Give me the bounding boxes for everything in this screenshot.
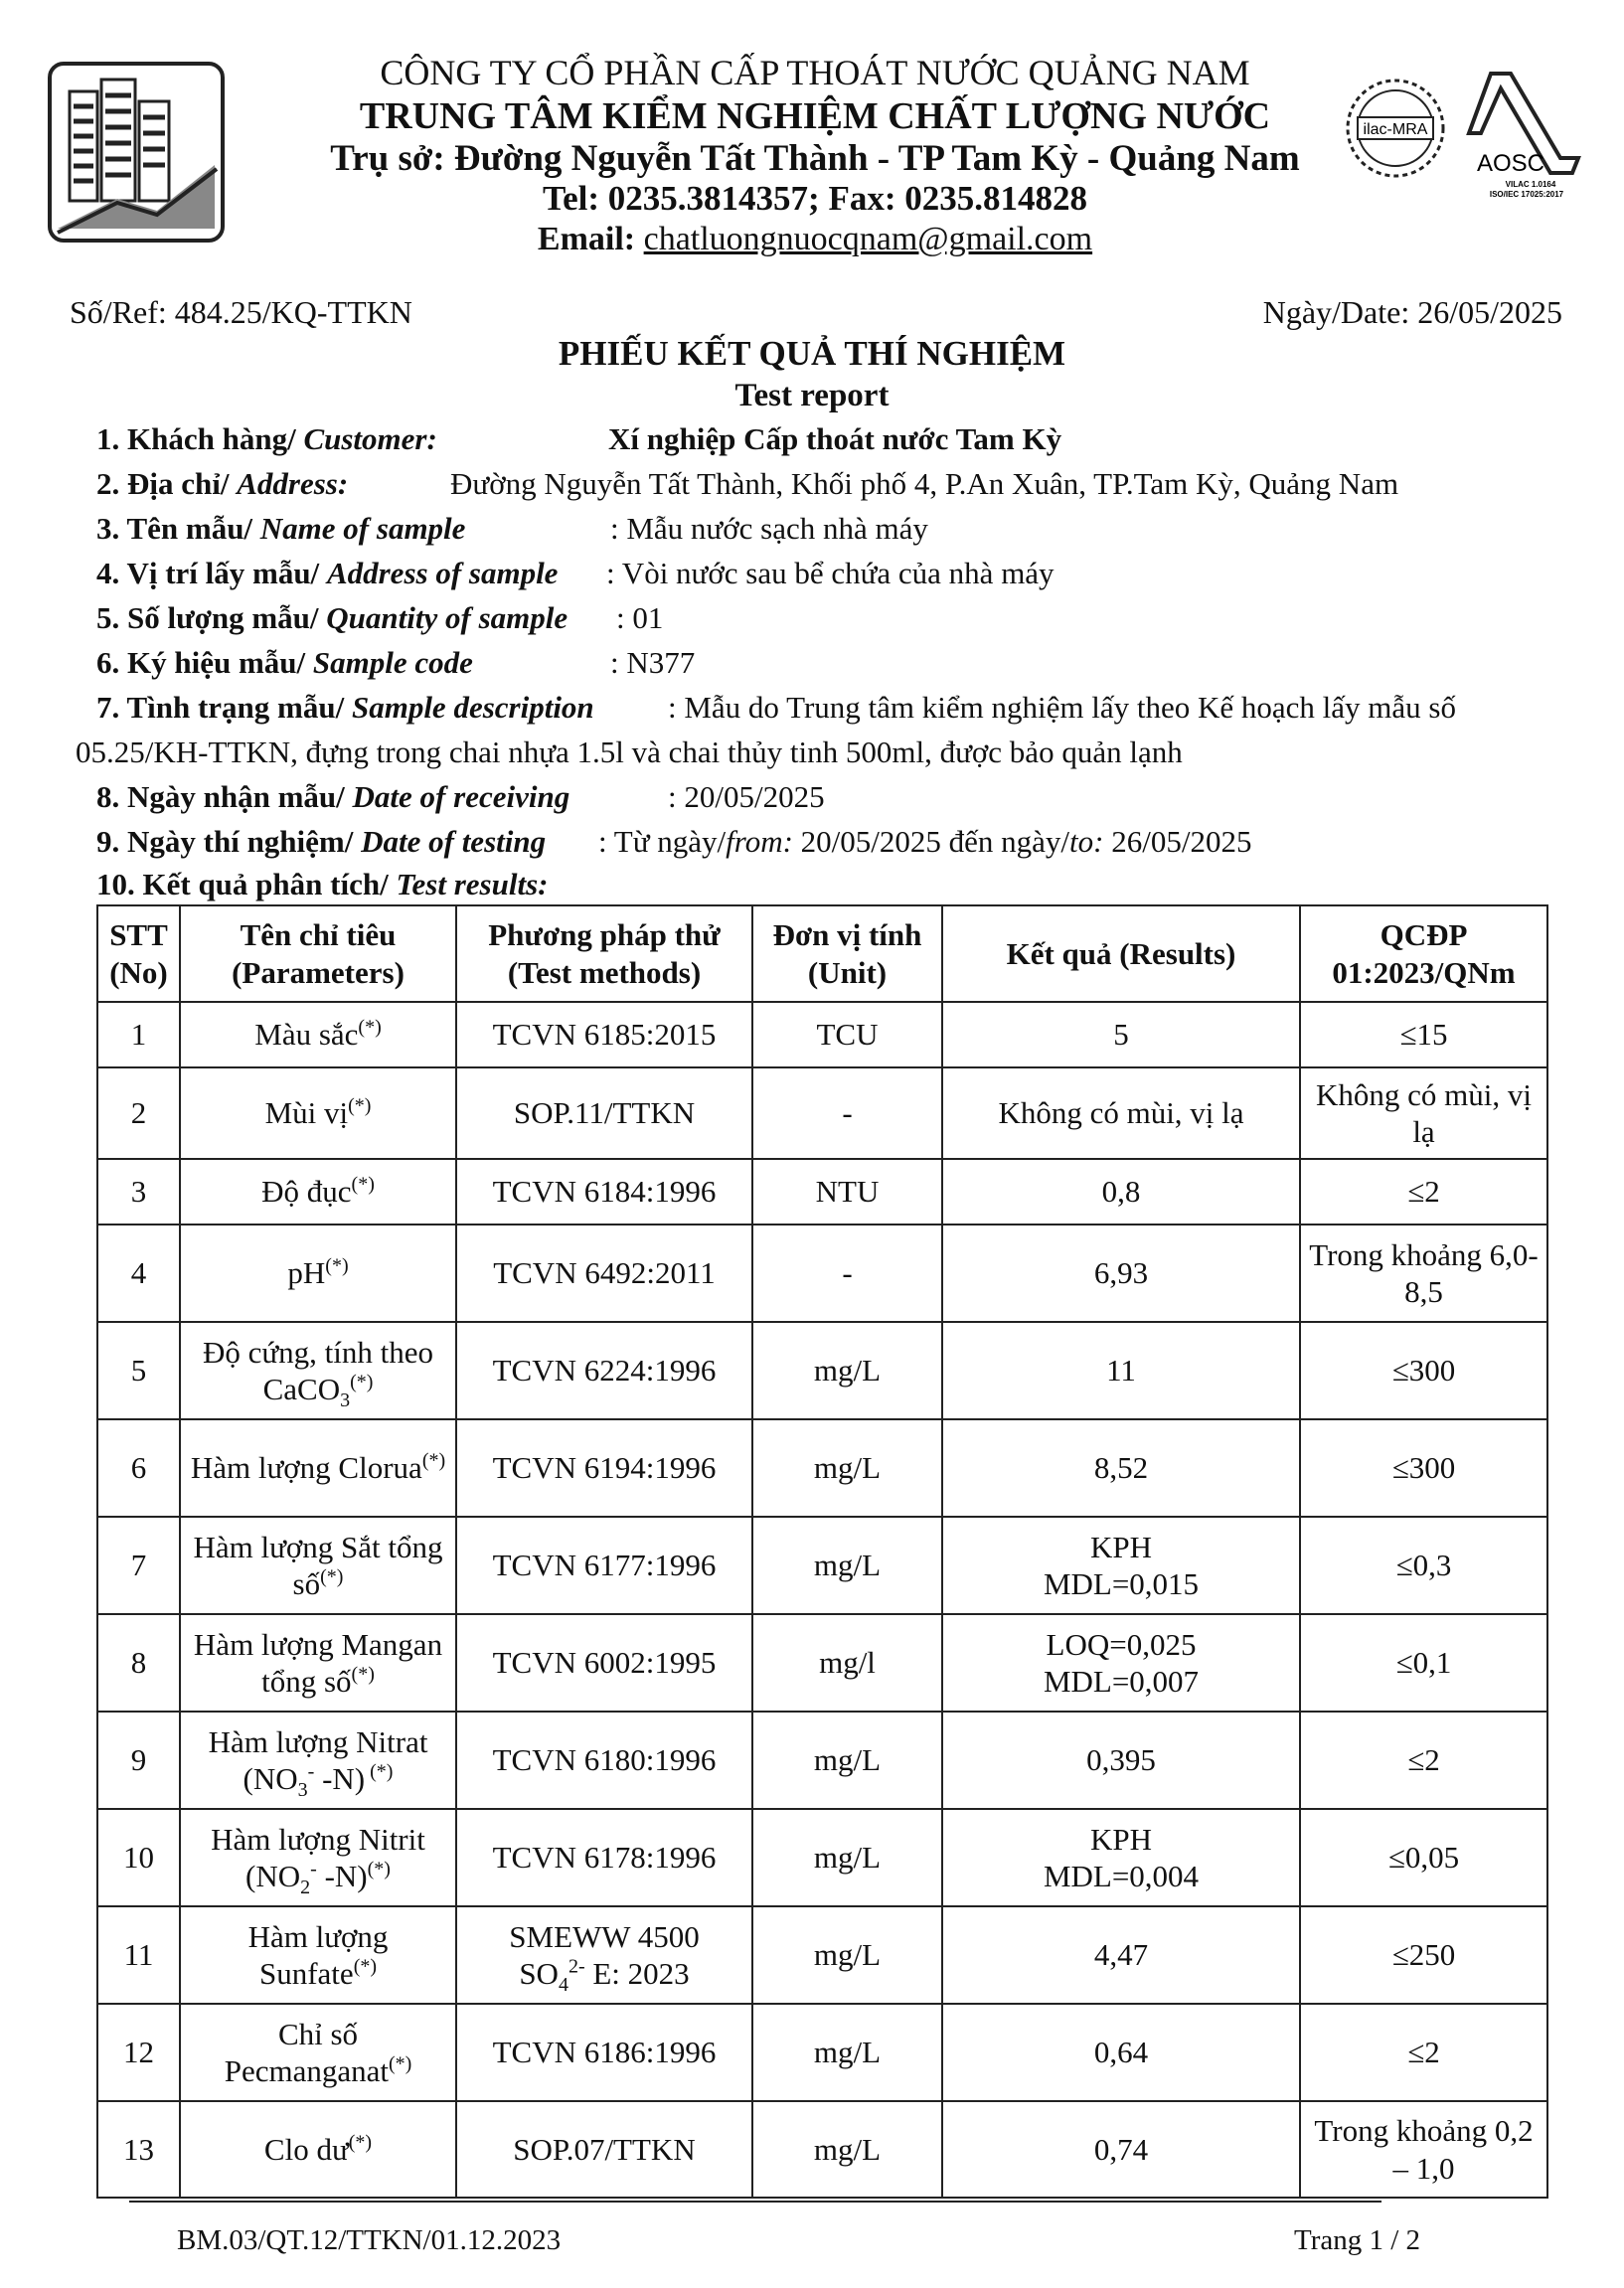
cell-method: TCVN 6184:1996 bbox=[456, 1159, 752, 1225]
cell-unit: mg/L bbox=[752, 1906, 942, 2004]
cell-parameter: Hàm lượng Clorua(*) bbox=[180, 1419, 456, 1517]
sample-location-label: 4. Vị trí lấy mẫu/ Address of sample bbox=[96, 556, 559, 590]
cell-unit: TCU bbox=[752, 1002, 942, 1067]
cell-method: TCVN 6185:2015 bbox=[456, 1002, 752, 1067]
receiving-date-label: 8. Ngày nhận mẫu/ Date of receiving bbox=[96, 779, 570, 814]
cell-unit: mg/L bbox=[752, 1712, 942, 1809]
header-phone: Tel: 0235.3814357; Fax: 0235.814828 bbox=[543, 179, 1087, 218]
cell-no: 10 bbox=[97, 1809, 180, 1906]
company-logo bbox=[48, 62, 225, 243]
col-header-results: Kết quả (Results) bbox=[942, 905, 1300, 1002]
cell-method: TCVN 6178:1996 bbox=[456, 1809, 752, 1906]
cell-parameter: Hàm lượng Nitrit ($NO_2^-$ -N)(*) bbox=[180, 1809, 456, 1906]
report-date: Ngày/Date: 26/05/2025 bbox=[1262, 294, 1562, 330]
col-header-no: STT (No) bbox=[97, 905, 180, 1002]
cell-result: 5 bbox=[942, 1002, 1300, 1067]
cell-parameter: Độ cứng, tính theo CaCO$_3$(*) bbox=[180, 1322, 456, 1419]
cell-method: TCVN 6002:1995 bbox=[456, 1614, 752, 1712]
cell-limit: ≤300 bbox=[1300, 1322, 1547, 1419]
cell-parameter: Hàm lượng Sắt tổng số(*) bbox=[180, 1517, 456, 1614]
cell-unit: - bbox=[752, 1067, 942, 1159]
cell-method: TCVN 6492:2011 bbox=[456, 1225, 752, 1322]
report-title: PHIẾU KẾT QUẢ THÍ NGHIỆM bbox=[558, 334, 1066, 373]
cell-result: 11 bbox=[942, 1322, 1300, 1419]
cell-method: TCVN 6224:1996 bbox=[456, 1322, 752, 1419]
results-label: 10. Kết quả phân tích/ Test results: bbox=[96, 867, 549, 901]
sample-code-label: 6. Ký hiệu mẫu/ Sample code bbox=[96, 645, 473, 680]
cell-method: TCVN 6177:1996 bbox=[456, 1517, 752, 1614]
cell-parameter: Độ đục(*) bbox=[180, 1159, 456, 1225]
cell-unit: mg/L bbox=[752, 1517, 942, 1614]
cell-unit: mg/L bbox=[752, 2101, 942, 2198]
cell-method: TCVN 6194:1996 bbox=[456, 1419, 752, 1517]
sample-quantity-label: 5. Số lượng mẫu/ Quantity of sample bbox=[96, 600, 568, 635]
cell-limit: ≤0,1 bbox=[1300, 1614, 1547, 1712]
table-header-row bbox=[97, 905, 1547, 1002]
sample-name-value: : Mẫu nước sạch nhà máy bbox=[610, 511, 928, 546]
cell-method: SMEWW 4500 $SO_4^{2-}$ E: 2023 bbox=[456, 1906, 752, 2004]
cell-unit: - bbox=[752, 1225, 942, 1322]
cell-parameter: Màu sắc(*) bbox=[180, 1002, 456, 1067]
cell-no: 5 bbox=[97, 1322, 180, 1419]
page-number: Trang 1 / 2 bbox=[1294, 2224, 1421, 2256]
customer-label: 1. Khách hàng/ Customer: bbox=[96, 421, 437, 456]
table-row bbox=[97, 1712, 1547, 1809]
testing-date-label: 9. Ngày thí nghiệm/ Date of testing bbox=[96, 824, 547, 859]
cell-no: 1 bbox=[97, 1002, 180, 1067]
col-header-limit: QCĐP 01:2023/QNm bbox=[1300, 905, 1547, 1002]
cell-result: 0,8 bbox=[942, 1159, 1300, 1225]
form-code: BM.03/QT.12/TTKN/01.12.2023 bbox=[177, 2224, 562, 2256]
email-label: Email: bbox=[537, 221, 644, 257]
header-address: Trụ sở: Đường Nguyễn Tất Thành - TP Tam Kỳ - Quảng Nam bbox=[330, 138, 1300, 179]
company-name: CÔNG TY CỔ PHẦN CẤP THOÁT NƯỚC QUẢNG NAM bbox=[380, 53, 1250, 92]
cell-no: 13 bbox=[97, 2101, 180, 2198]
table-row bbox=[97, 2101, 1547, 2198]
cell-no: 2 bbox=[97, 1067, 180, 1159]
cell-unit: mg/L bbox=[752, 1809, 942, 1906]
report-subtitle: Test report bbox=[734, 378, 890, 413]
cell-result: LOQ=0,025 MDL=0,007 bbox=[942, 1614, 1300, 1712]
table-row bbox=[97, 1614, 1547, 1712]
cell-result: Không có mùi, vị lạ bbox=[942, 1067, 1300, 1159]
cell-no: 9 bbox=[97, 1712, 180, 1809]
cell-result: KPH MDL=0,015 bbox=[942, 1517, 1300, 1614]
table-row bbox=[97, 1517, 1547, 1614]
customer-value: Xí nghiệp Cấp thoát nước Tam Kỳ bbox=[608, 421, 1062, 456]
cell-result: 6,93 bbox=[942, 1225, 1300, 1322]
cell-unit: mg/L bbox=[752, 1322, 942, 1419]
table-row bbox=[97, 1159, 1547, 1225]
cell-limit: Trong khoảng 0,2 – 1,0 bbox=[1300, 2101, 1547, 2198]
cell-no: 7 bbox=[97, 1517, 180, 1614]
cell-parameter: Clo dư(*) bbox=[180, 2101, 456, 2198]
cell-limit: Không có mùi, vị lạ bbox=[1300, 1067, 1547, 1159]
sample-description-value: : Mẫu do Trung tâm kiểm nghiệm lấy theo Kế hoạch lấy mẫu số bbox=[668, 690, 1456, 725]
table-row bbox=[97, 1002, 1547, 1067]
header-email-line bbox=[298, 221, 1332, 258]
table-row bbox=[97, 2004, 1547, 2101]
sample-description-label: 7. Tình trạng mẫu/ Sample description bbox=[96, 690, 594, 725]
cell-method: SOP.07/TTKN bbox=[456, 2101, 752, 2198]
cell-no: 4 bbox=[97, 1225, 180, 1322]
sample-location-value: : Vòi nước sau bể chứa của nhà máy bbox=[606, 556, 1055, 590]
cell-unit: mg/l bbox=[752, 1614, 942, 1712]
cell-result: 0,64 bbox=[942, 2004, 1300, 2101]
center-name: TRUNG TÂM KIỂM NGHIỆM CHẤT LƯỢNG NƯỚC bbox=[359, 95, 1271, 137]
cell-result: 4,47 bbox=[942, 1906, 1300, 2004]
cell-result: 0,395 bbox=[942, 1712, 1300, 1809]
sample-quantity-value: : 01 bbox=[616, 600, 664, 635]
cell-limit: ≤300 bbox=[1300, 1419, 1547, 1517]
cell-limit: ≤0,05 bbox=[1300, 1809, 1547, 1906]
cell-no: 6 bbox=[97, 1419, 180, 1517]
receiving-date-value: : 20/05/2025 bbox=[668, 779, 825, 814]
table-row bbox=[97, 1067, 1547, 1159]
table-row bbox=[97, 1322, 1547, 1419]
table-row bbox=[97, 1809, 1547, 1906]
sample-name-label: 3. Tên mẫu/ Name of sample bbox=[96, 511, 466, 546]
cell-parameter: Mùi vị(*) bbox=[180, 1067, 456, 1159]
cell-limit: ≤15 bbox=[1300, 1002, 1547, 1067]
cell-unit: mg/L bbox=[752, 1419, 942, 1517]
svg-text:VILAC 1.0164: VILAC 1.0164 bbox=[1505, 180, 1556, 189]
testing-date-value: : Từ ngày/from: 20/05/2025 đến ngày/to: 26/05/2025 bbox=[598, 824, 1252, 859]
cell-no: 11 bbox=[97, 1906, 180, 2004]
cell-result: 0,74 bbox=[942, 2101, 1300, 2198]
ilac-mra-logo bbox=[1344, 72, 1447, 185]
cell-parameter: Hàm lượng Nitrat ($NO_3^-$ -N) (*) bbox=[180, 1712, 456, 1809]
cell-no: 12 bbox=[97, 2004, 180, 2101]
cell-parameter: pH(*) bbox=[180, 1225, 456, 1322]
cell-result: 8,52 bbox=[942, 1419, 1300, 1517]
cell-unit: NTU bbox=[752, 1159, 942, 1225]
email-link[interactable]: chatluongnuocqnam@gmail.com bbox=[643, 221, 1093, 257]
table-row bbox=[97, 1225, 1547, 1322]
sample-description-continued: 05.25/KH-TTKN, đựng trong chai nhựa 1.5l và chai thủy tinh 500ml, được bảo quản lạnh bbox=[76, 735, 1183, 769]
reference-number: Số/Ref: 484.25/KQ-TTKN bbox=[70, 294, 412, 330]
col-header-methods: Phương pháp thử (Test methods) bbox=[456, 905, 752, 1002]
cell-parameter: Chỉ số Pecmanganat(*) bbox=[180, 2004, 456, 2101]
cell-limit: ≤250 bbox=[1300, 1906, 1547, 2004]
aosc-logo bbox=[1461, 64, 1590, 203]
svg-text:ilac-MRA: ilac-MRA bbox=[1363, 121, 1428, 138]
cell-unit: mg/L bbox=[752, 2004, 942, 2101]
svg-text:ISO/IEC 17025:2017: ISO/IEC 17025:2017 bbox=[1489, 190, 1564, 199]
cell-result: KPH MDL=0,004 bbox=[942, 1809, 1300, 1906]
address-value: Đường Nguyễn Tất Thành, Khối phố 4, P.An Xuân, TP.Tam Kỳ, Quảng Nam bbox=[450, 466, 1399, 501]
cell-limit: Trong khoảng 6,0-8,5 bbox=[1300, 1225, 1547, 1322]
sample-code-value: : N377 bbox=[610, 645, 696, 680]
col-header-unit: Đơn vị tính (Unit) bbox=[752, 905, 942, 1002]
col-header-parameters: Tên chỉ tiêu (Parameters) bbox=[180, 905, 456, 1002]
cell-no: 8 bbox=[97, 1614, 180, 1712]
cell-parameter: Hàm lượng Sunfate(*) bbox=[180, 1906, 456, 2004]
address-label: 2. Địa chỉ/ Address: bbox=[96, 466, 349, 501]
results-table bbox=[96, 904, 1548, 2199]
cell-no: 3 bbox=[97, 1159, 180, 1225]
cell-limit: ≤2 bbox=[1300, 1159, 1547, 1225]
cell-limit: ≤0,3 bbox=[1300, 1517, 1547, 1614]
cell-parameter: Hàm lượng Mangan tổng số(*) bbox=[180, 1614, 456, 1712]
table-row bbox=[97, 1419, 1547, 1517]
cell-method: SOP.11/TTKN bbox=[456, 1067, 752, 1159]
cell-method: TCVN 6186:1996 bbox=[456, 2004, 752, 2101]
cell-method: TCVN 6180:1996 bbox=[456, 1712, 752, 1809]
cell-limit: ≤2 bbox=[1300, 1712, 1547, 1809]
svg-text:AOSC: AOSC bbox=[1476, 150, 1545, 177]
cell-limit: ≤2 bbox=[1300, 2004, 1547, 2101]
footer-divider bbox=[129, 2201, 1381, 2203]
table-row bbox=[97, 1906, 1547, 2004]
